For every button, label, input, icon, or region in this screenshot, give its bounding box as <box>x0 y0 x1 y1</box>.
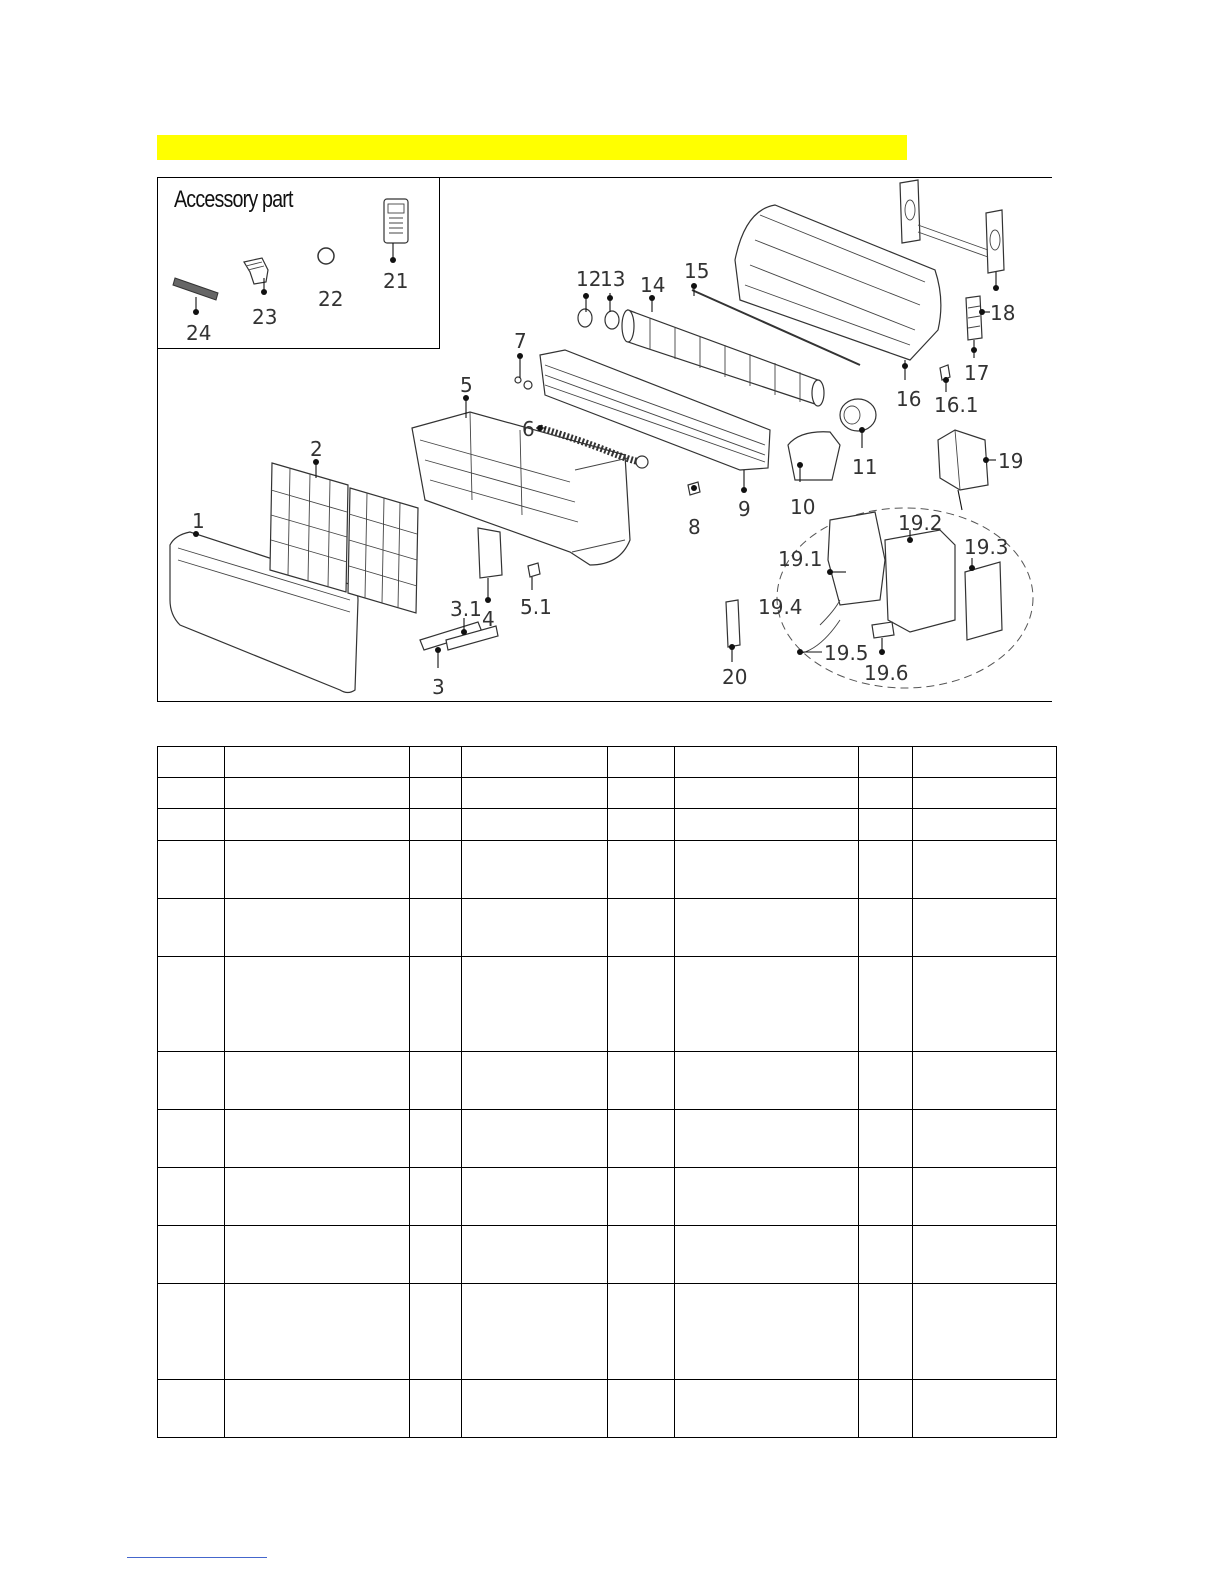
callout-18: 18 <box>990 301 1016 325</box>
table-row <box>158 1284 1057 1380</box>
table-row <box>158 809 1057 841</box>
callout-5-1: 5.1 <box>520 595 552 619</box>
footer-link-underline[interactable] <box>127 1557 267 1558</box>
table-row <box>158 747 1057 778</box>
callout-16-1: 16.1 <box>934 393 979 417</box>
table-row <box>158 1052 1057 1110</box>
callout-4: 4 <box>482 607 495 631</box>
callout-20: 20 <box>722 665 748 689</box>
callout-22: 22 <box>318 287 344 311</box>
callout-19-3: 19.3 <box>964 535 1009 559</box>
callout-23: 23 <box>252 305 278 329</box>
callout-7: 7 <box>514 329 527 353</box>
callout-3-1: 3.1 <box>450 597 482 621</box>
callout-19-4: 19.4 <box>758 595 803 619</box>
table-row <box>158 778 1057 809</box>
callout-labels <box>186 259 1023 699</box>
callout-13: 13 <box>600 267 626 291</box>
callout-19-5: 19.5 <box>824 641 869 665</box>
callout-3: 3 <box>432 675 445 699</box>
callout-14: 14 <box>640 273 666 297</box>
callout-16: 16 <box>896 387 922 411</box>
table-row <box>158 957 1057 1052</box>
callout-19-2: 19.2 <box>898 511 943 535</box>
table-row <box>158 1110 1057 1168</box>
callout-24: 24 <box>186 321 212 345</box>
callout-15: 15 <box>684 259 710 283</box>
table-row <box>158 1226 1057 1284</box>
callout-9: 9 <box>738 497 751 521</box>
callout-19-1: 19.1 <box>778 547 823 571</box>
callout-5: 5 <box>460 373 473 397</box>
callout-19-6: 19.6 <box>864 661 909 685</box>
callout-8: 8 <box>688 515 701 539</box>
table-row <box>158 1380 1057 1438</box>
ring <box>318 248 334 264</box>
callout-1: 1 <box>192 509 205 533</box>
callout-12: 12 <box>576 267 602 291</box>
callout-10: 10 <box>790 495 816 519</box>
callout-6: 6 <box>522 417 535 441</box>
remote-controller <box>384 199 408 243</box>
callout-17: 17 <box>964 361 990 385</box>
table-row <box>158 899 1057 957</box>
callout-11: 11 <box>852 455 878 479</box>
table-row <box>158 1168 1057 1226</box>
insulation-strip <box>173 278 218 300</box>
callout-layer <box>0 0 1224 720</box>
accessory-title: Accessory part <box>174 186 293 213</box>
callout-21: 21 <box>383 269 409 293</box>
callout-19: 19 <box>998 449 1024 473</box>
table-row <box>158 841 1057 899</box>
parts-table <box>157 746 1057 1438</box>
callout-2: 2 <box>310 437 323 461</box>
